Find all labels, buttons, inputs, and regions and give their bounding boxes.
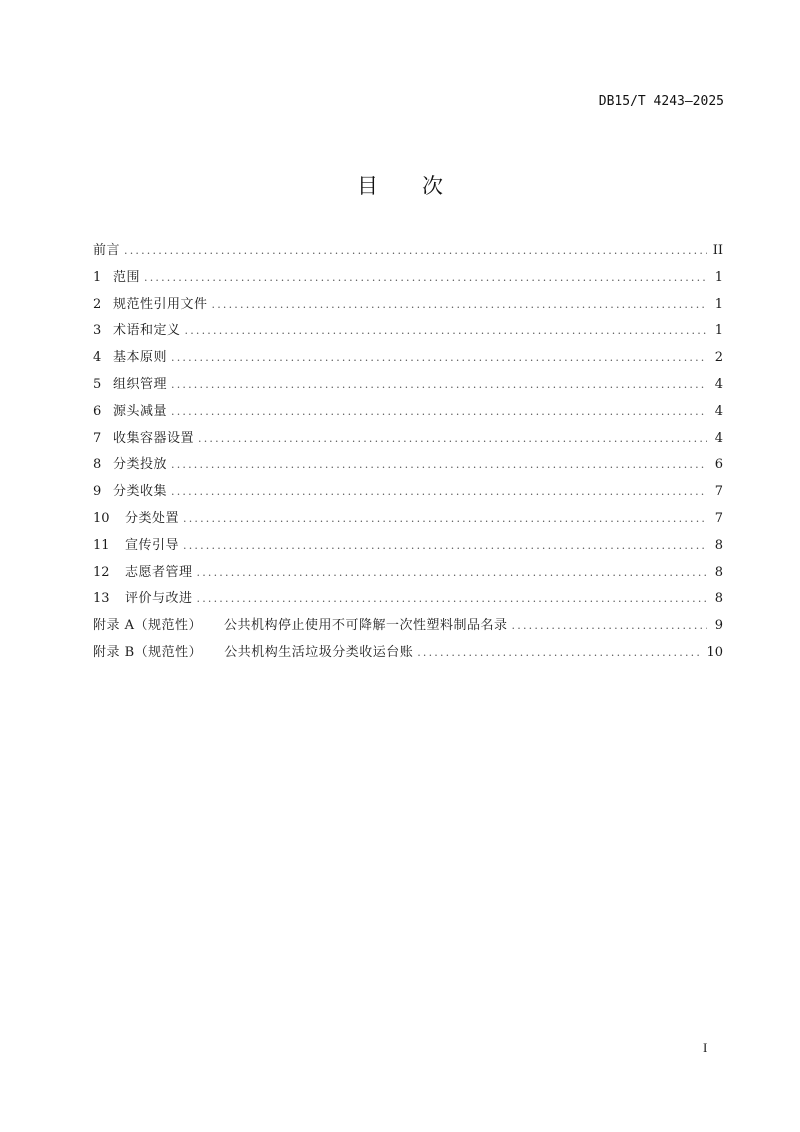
toc-entry-label: 分类投放 bbox=[113, 457, 168, 473]
toc-entry-page: 1 bbox=[714, 269, 723, 285]
toc-entry-label: 宣传引导 bbox=[125, 537, 180, 553]
toc-entry-label: 组织管理 bbox=[113, 376, 168, 392]
toc-entry-number: 9 bbox=[93, 484, 102, 500]
table-of-contents bbox=[93, 241, 723, 670]
toc-entry-page: II bbox=[712, 243, 723, 258]
toc-entry-10[interactable] bbox=[93, 509, 723, 536]
appendix-tag: 附录 B（规范性） bbox=[93, 644, 203, 660]
toc-entry-foreword[interactable] bbox=[93, 241, 723, 268]
toc-entry-page: 4 bbox=[714, 430, 723, 446]
toc-entry-number: 1 bbox=[93, 269, 102, 285]
dot-leader bbox=[171, 455, 707, 475]
toc-entry-label: 范围 bbox=[113, 269, 141, 285]
dot-leader bbox=[144, 268, 707, 288]
toc-entry-page: 2 bbox=[714, 350, 723, 366]
dot-leader bbox=[212, 295, 707, 315]
toc-entry-label: 分类收集 bbox=[113, 484, 168, 500]
toc-entry-page: 7 bbox=[714, 484, 723, 500]
dot-leader bbox=[183, 536, 707, 556]
toc-entry-page: 8 bbox=[714, 591, 723, 607]
toc-entry-number: 2 bbox=[93, 296, 102, 312]
dot-leader bbox=[198, 429, 707, 449]
toc-entry-label: 公共机构停止使用不可降解一次性塑料制品名录 bbox=[224, 618, 508, 634]
toc-entry-page: 1 bbox=[714, 323, 723, 339]
page-title bbox=[0, 170, 800, 200]
standard-code: DB15/T 4243—2025 bbox=[598, 94, 724, 109]
toc-entry-label: 公共机构生活垃圾分类收运台账 bbox=[224, 644, 414, 660]
toc-entry-label: 收集容器设置 bbox=[113, 430, 195, 446]
toc-entry-label: 分类处置 bbox=[125, 510, 180, 526]
dot-leader bbox=[171, 348, 707, 368]
toc-entry-page: 9 bbox=[714, 618, 723, 634]
toc-entry-1[interactable] bbox=[93, 268, 723, 295]
toc-entry-label: 评价与改进 bbox=[125, 591, 193, 607]
toc-entry-label: 术语和定义 bbox=[113, 323, 181, 339]
appendix-tag: 附录 A（规范性） bbox=[93, 618, 203, 634]
footer-page-number: I bbox=[703, 1040, 708, 1055]
toc-entry-page: 4 bbox=[714, 376, 723, 392]
title-char-1: 目 bbox=[357, 174, 378, 198]
toc-entry-number: 5 bbox=[93, 376, 102, 392]
toc-entry-page: 1 bbox=[714, 296, 723, 312]
toc-entry-4[interactable] bbox=[93, 348, 723, 375]
toc-entry-label: 前言 bbox=[93, 243, 121, 258]
dot-leader bbox=[171, 402, 707, 422]
toc-entry-8[interactable] bbox=[93, 455, 723, 482]
toc-entry-number: 11 bbox=[93, 537, 110, 553]
toc-entry-label: 志愿者管理 bbox=[125, 564, 193, 580]
toc-entry-number: 7 bbox=[93, 430, 102, 446]
toc-entry-number: 4 bbox=[93, 350, 102, 366]
toc-entry-appendix-a[interactable] bbox=[93, 616, 723, 643]
dot-leader bbox=[124, 241, 707, 261]
toc-entry-6[interactable] bbox=[93, 402, 723, 429]
toc-entry-7[interactable] bbox=[93, 429, 723, 456]
toc-entry-3[interactable] bbox=[93, 321, 723, 348]
title-char-2: 次 bbox=[422, 174, 443, 198]
dot-leader bbox=[197, 563, 707, 583]
toc-entry-page: 10 bbox=[706, 644, 723, 660]
dot-leader bbox=[197, 589, 707, 609]
dot-leader bbox=[185, 321, 707, 341]
toc-entry-11[interactable] bbox=[93, 536, 723, 563]
toc-entry-2[interactable] bbox=[93, 295, 723, 322]
dot-leader bbox=[171, 482, 707, 502]
toc-entry-appendix-b[interactable] bbox=[93, 643, 723, 670]
toc-entry-13[interactable] bbox=[93, 589, 723, 616]
dot-leader bbox=[417, 643, 700, 663]
toc-entry-number: 8 bbox=[93, 457, 102, 473]
toc-entry-page: 4 bbox=[714, 403, 723, 419]
toc-entry-page: 8 bbox=[714, 537, 723, 553]
toc-entry-number: 3 bbox=[93, 323, 102, 339]
toc-entry-page: 7 bbox=[714, 510, 723, 526]
toc-entry-5[interactable] bbox=[93, 375, 723, 402]
dot-leader bbox=[512, 616, 707, 636]
toc-entry-page: 6 bbox=[714, 457, 723, 473]
toc-entry-page: 8 bbox=[714, 564, 723, 580]
toc-entry-label: 基本原则 bbox=[113, 350, 168, 366]
toc-entry-9[interactable] bbox=[93, 482, 723, 509]
dot-leader bbox=[183, 509, 707, 529]
dot-leader bbox=[171, 375, 707, 395]
toc-entry-number: 10 bbox=[93, 510, 110, 526]
toc-entry-number: 12 bbox=[93, 564, 110, 580]
toc-entry-number: 6 bbox=[93, 403, 102, 419]
toc-entry-12[interactable] bbox=[93, 563, 723, 590]
toc-entry-number: 13 bbox=[93, 591, 110, 607]
toc-entry-label: 规范性引用文件 bbox=[113, 296, 208, 312]
toc-entry-label: 源头减量 bbox=[113, 403, 168, 419]
